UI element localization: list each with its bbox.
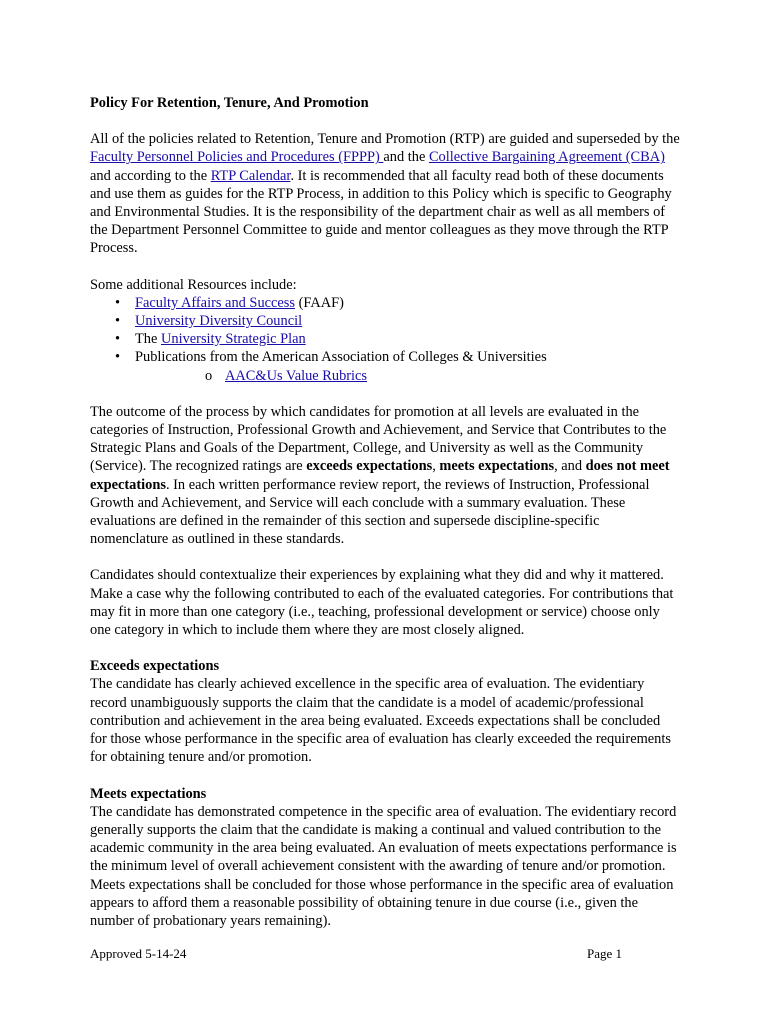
value-rubrics-link[interactable]: AAC&Us Value Rubrics xyxy=(225,367,368,384)
cba-link[interactable]: Collective Bargaining Agreement (CBA) xyxy=(428,149,665,166)
resource-item-diversity xyxy=(90,312,680,330)
outcome-text-4: . In each written performance review report, the reviews of Instruction, Professional Growth and Achievement, and Service will each conclude with a summary evaluation. These evaluations are defined in the remainder of this section and supersede discipline-specific nomenclature as outlined in these standards. xyxy=(90,476,650,548)
rating-does-not-meet: does not meet expectations xyxy=(90,458,670,493)
intro-text-1: All of the policies related to Retention, Tenure and Promotion (RTP) are guided and superseded by the xyxy=(90,131,680,148)
contextualize-paragraph: Candidates should contextualize their experiences by explaining what they did and why it mattered. Make a case why the following contributed to each of the evaluated categories. For contributions that may fit in more than one category (i.e., teaching, professional development or service) choose only one category in which to include them where they are most closely aligned. xyxy=(90,567,674,639)
resources-list xyxy=(90,294,680,385)
outcome-paragraph xyxy=(90,403,680,549)
resource-item-prefix: The xyxy=(135,331,161,348)
resource-item-suffix: (FAAF) xyxy=(295,294,344,311)
sub-bullet-icon: o xyxy=(205,367,213,384)
outcome-text-3: , and xyxy=(554,458,586,475)
resources-sublist xyxy=(135,367,680,385)
rating-exceeds: exceeds expectations xyxy=(306,458,433,475)
page-number: Page 1 xyxy=(586,946,622,961)
rtp-calendar-link[interactable]: RTP Calendar xyxy=(210,167,291,184)
faculty-affairs-link[interactable]: Faculty Affairs and Success xyxy=(135,294,295,311)
bullet-icon: • xyxy=(115,313,121,330)
intro-text-4: . It is recommended that all faculty read both of these documents and use them as guides for the RTP Process, in addition to this Policy which is specific to Geography and Environmental Studies. It is the responsibility of the department chair as well as all members of the Department Personnel Committee to guide and mentor colleagues as they move through the RTP Process. xyxy=(90,167,672,257)
rating-meets: meets expectations xyxy=(439,458,555,475)
bullet-icon: • xyxy=(115,331,121,348)
resource-item-faaf xyxy=(90,294,680,312)
document-title: Policy For Retention, Tenure, And Promotion xyxy=(90,95,369,111)
intro-paragraph xyxy=(90,130,680,257)
meets-section xyxy=(90,785,680,931)
bullet-icon: • xyxy=(115,349,121,366)
resource-item-strategic-plan xyxy=(90,330,680,348)
resource-item-aacu xyxy=(90,348,680,384)
fppp-link[interactable]: Faculty Personnel Policies and Procedures (FPPP) xyxy=(90,149,384,166)
diversity-council-link[interactable]: University Diversity Council xyxy=(135,313,303,330)
outcome-text-1: The outcome of the process by which candidates for promotion at all levels are evaluated in the categories of Instruction, Professional Growth and Achievement, and Service that Contributes to the Strategic Plans and Goals of the Department, College, and University as well as the Community (Service). The recognized ratings are xyxy=(90,403,667,475)
strategic-plan-link[interactable]: University Strategic Plan xyxy=(160,331,306,348)
resource-subitem-rubrics xyxy=(135,367,680,385)
outcome-text-2: , xyxy=(432,458,440,475)
exceeds-body: The candidate has clearly achieved excellence in the specific area of evaluation. The evidentiary record unambiguously supports the claim that the candidate is a model of academic/professional contribution and achievement in the area being evaluated. Exceeds expectations shall be concluded for those whose performance in the specific area of evaluation has clearly exceeded the requirements for obtaining tenure and/or promotion. xyxy=(90,676,671,766)
resource-item-text: Publications from the American Association of Colleges & Universities xyxy=(135,349,547,366)
bullet-icon: • xyxy=(115,294,121,311)
intro-text-2: and the xyxy=(383,149,429,166)
exceeds-section xyxy=(90,657,680,766)
intro-text-3: and according to the xyxy=(90,167,211,184)
meets-heading: Meets expectations xyxy=(90,785,207,802)
meets-body: The candidate has demonstrated competence in the specific area of evaluation. The evidentiary record generally supports the claim that the candidate is making a continual and valued contribution to the academic community in the area being evaluated. An evaluation of meets expectations performance is the minimum level of overall achievement consistent with the awarding of tenure and/or promotion. Meets expectations shall be concluded for those whose performance in the specific area of evaluation appears to afford them a reasonable possibility of obtaining tenure in due course (i.e., given the number of probationary years remaining). xyxy=(90,803,677,929)
exceeds-heading: Exceeds expectations xyxy=(90,658,220,675)
approved-date: Approved 5-14-24 xyxy=(90,946,187,961)
document-body xyxy=(90,94,680,948)
resources-heading: Some additional Resources include: xyxy=(90,276,297,293)
